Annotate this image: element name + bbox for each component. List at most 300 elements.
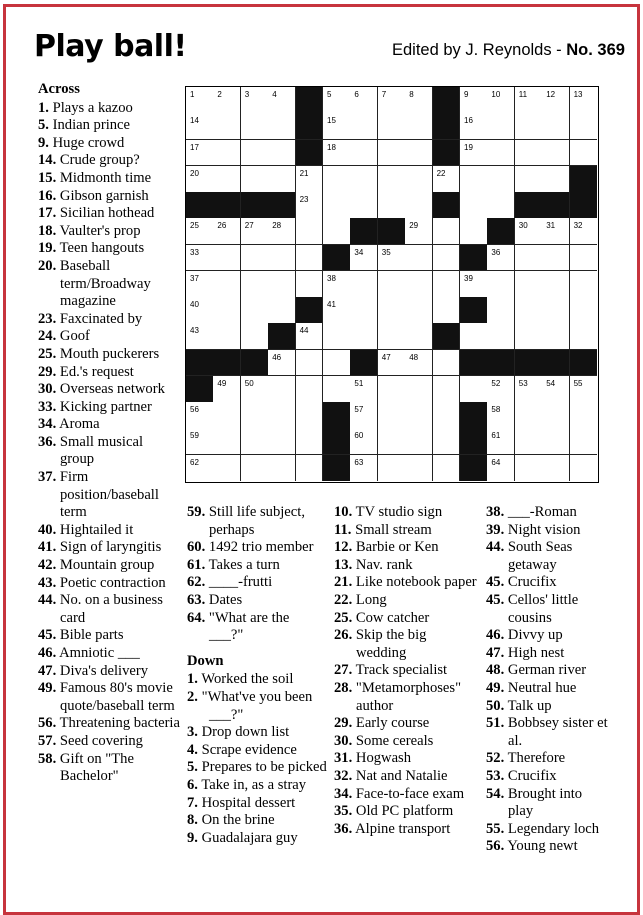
black-square [515,350,543,377]
clue-item [334,610,478,628]
clue-item [486,574,608,592]
grid-cell[interactable] [323,87,351,114]
grid-cell[interactable] [542,402,570,429]
grid-cell[interactable] [542,113,570,140]
grid-cell[interactable] [296,245,324,272]
clue-item [38,592,180,627]
grid-cell[interactable] [213,323,241,350]
grid-cell[interactable] [487,402,515,429]
clue-item [187,724,327,742]
grid-cell[interactable] [323,323,351,350]
grid-cell[interactable] [213,87,241,114]
grid-cell[interactable] [487,297,515,324]
clue-item [38,240,180,258]
grid-cell[interactable] [323,166,351,193]
clue-text: Faxcinated by [59,310,143,327]
clue-text: Divvy up [507,627,563,644]
grid-cell[interactable] [405,402,433,429]
grid-cell[interactable] [570,113,597,140]
grid-cell[interactable] [433,218,461,245]
clue-item [38,152,180,170]
clue-item [187,504,327,539]
grid-cell[interactable] [542,218,570,245]
black-square [542,192,570,219]
grid-cell[interactable] [378,297,406,324]
grid-cell[interactable] [405,140,433,167]
clue-text: Crucifix [507,767,557,784]
clue-item [38,188,180,206]
grid-cell[interactable] [213,218,241,245]
clue-item [187,795,327,813]
clue-text: Hogwash [355,750,412,767]
crossword-grid [185,86,599,483]
grid-cell[interactable] [241,87,269,114]
clue-label: 1. [38,99,49,116]
grid-cell[interactable] [268,428,296,455]
grid-cell[interactable] [405,218,433,245]
clue-text: Midmonth time [59,169,152,186]
grid-cell[interactable] [405,297,433,324]
clue-label: 15. [38,169,57,186]
grid-cell[interactable] [296,323,324,350]
black-square [213,192,241,219]
grid-cell[interactable] [296,402,324,429]
grid-cell[interactable] [460,218,488,245]
clue-text: "Metamorphoses" author [355,679,462,714]
grid-cell[interactable] [515,376,543,403]
grid-cell[interactable] [213,376,241,403]
grid-cell[interactable] [296,166,324,193]
clue-text: Sicilian hothead [59,205,155,222]
clue-label: 45. [38,627,57,644]
clue-number: 48 [409,352,419,362]
grid-cell[interactable] [213,402,241,429]
grid-cell[interactable] [460,271,488,298]
grid-cell[interactable] [241,323,269,350]
grid-cell[interactable] [487,192,515,219]
grid-cell[interactable] [378,87,406,114]
grid-cell[interactable] [570,245,597,272]
grid-cell[interactable] [350,455,378,481]
grid-cell[interactable] [542,323,570,350]
grid-cell[interactable] [350,166,378,193]
grid-cell[interactable] [323,297,351,324]
clue-item [38,715,180,733]
grid-cell[interactable] [296,271,324,298]
clue-text: Nat and Natalie [355,767,448,784]
grid-cell[interactable] [515,402,543,429]
grid-cell[interactable] [460,140,488,167]
grid-cell[interactable] [186,402,214,429]
clue-item [486,768,608,786]
clue-text: Worked the soil [201,671,294,688]
grid-cell[interactable] [378,455,406,481]
grid-cell[interactable] [542,87,570,114]
clue-number: 59 [190,431,199,441]
clue-item [187,671,327,689]
clue-label: 44. [486,539,505,556]
black-square [186,376,214,403]
clue-text: Sign of laryngitis [59,539,162,556]
clue-number: 50 [244,378,254,388]
grid-cell[interactable] [378,113,406,140]
grid-cell[interactable] [323,192,351,219]
grid-cell[interactable] [268,297,296,324]
grid-cell[interactable] [186,428,214,455]
grid-cell[interactable] [570,323,597,350]
grid-cell[interactable] [542,455,570,481]
grid-cell[interactable] [350,271,378,298]
clue-text: ____-frutti [208,574,273,591]
grid-cell[interactable] [350,113,378,140]
clue-number: 12 [546,90,556,99]
clue-label: 45. [486,574,505,591]
grid-cell[interactable] [186,140,214,167]
clue-label: 62. [187,574,206,591]
clue-number: 13 [573,90,583,99]
grid-cell[interactable] [186,87,214,114]
grid-cell[interactable] [515,218,543,245]
grid-cell[interactable] [268,166,296,193]
clue-text: Dates [208,591,243,608]
grid-cell[interactable] [405,376,433,403]
grid-cell[interactable] [268,140,296,167]
black-square [268,192,296,219]
grid-cell[interactable] [570,271,597,298]
grid-cell[interactable] [487,87,515,114]
grid-cell[interactable] [186,166,214,193]
clue-text: Gibson garnish [59,187,149,204]
grid-cell[interactable] [378,350,406,377]
clue-item [334,680,478,715]
grid-cell[interactable] [268,218,296,245]
grid-cell[interactable] [515,271,543,298]
grid-cell[interactable] [186,297,214,324]
clue-item [187,742,327,760]
clue-item [334,768,478,786]
grid-cell[interactable] [323,350,351,377]
grid-cell[interactable] [296,350,324,377]
grid-cell[interactable] [213,113,241,140]
grid-cell[interactable] [487,271,515,298]
clue-number: 7 [381,90,387,99]
grid-cell[interactable] [378,402,406,429]
grid-cell[interactable] [186,323,214,350]
grid-cell[interactable] [515,428,543,455]
clue-item [334,539,478,557]
down-heading: Down [187,652,224,669]
clue-label: 56. [486,838,505,855]
grid-cell[interactable] [350,245,378,272]
clue-item [334,504,478,522]
clue-text: Aroma [59,416,100,433]
clue-item [38,434,180,469]
grid-cell[interactable] [515,87,543,114]
clue-text: Neutral hue [507,679,577,696]
clue-item [486,698,608,716]
grid-cell[interactable] [378,245,406,272]
grid-cell[interactable] [268,245,296,272]
grid-cell[interactable] [323,376,351,403]
clue-label: 28. [334,679,353,696]
grid-cell[interactable] [323,271,351,298]
black-square [323,245,351,272]
grid-cell[interactable] [405,192,433,219]
clue-text: Goof [59,328,90,345]
clue-item [334,627,478,662]
grid-cell[interactable] [515,140,543,167]
clue-label: 57. [38,732,57,749]
clue-item [187,830,327,848]
clue-item [486,592,608,627]
grid-cell[interactable] [405,166,433,193]
grid-cell[interactable] [296,192,324,219]
grid-cell[interactable] [542,245,570,272]
grid-cell[interactable] [241,376,269,403]
grid-cell[interactable] [241,297,269,324]
clue-item [334,750,478,768]
clue-label: 53. [486,767,505,784]
black-square [570,166,597,193]
grid-cell[interactable] [241,245,269,272]
clue-label: 61. [187,556,206,573]
clue-text: Threatening bacteria [59,715,180,732]
grid-cell[interactable] [323,113,351,140]
clue-number: 55 [573,378,583,388]
grid-cell[interactable] [405,428,433,455]
grid-cell[interactable] [542,376,570,403]
grid-cell[interactable] [570,218,597,245]
grid-cell[interactable] [378,166,406,193]
grid-cell[interactable] [378,428,406,455]
grid-cell[interactable] [487,113,515,140]
grid-cell[interactable] [268,402,296,429]
grid-cell[interactable] [241,271,269,298]
clue-text: Indian prince [52,117,131,134]
grid-cell[interactable] [570,297,597,324]
grid-cell[interactable] [378,323,406,350]
black-square [186,192,214,219]
black-square [460,428,488,455]
clue-text: "What are the ___?" [208,609,290,644]
clue-text: Ed.'s request [59,363,134,380]
clue-label: 7. [187,794,198,811]
clue-label: 39. [486,521,505,538]
grid-cell[interactable] [405,271,433,298]
grid-cell[interactable] [213,297,241,324]
grid-cell[interactable] [186,245,214,272]
clue-number: 37 [190,273,199,283]
grid-cell[interactable] [213,140,241,167]
black-square [433,192,461,219]
grid-cell[interactable] [296,455,324,481]
clue-number: 22 [436,168,446,178]
grid-cell[interactable] [405,245,433,272]
grid-cell[interactable] [186,113,214,140]
puzzle-title: Play ball! [34,29,187,64]
clue-item [38,328,180,346]
grid-cell[interactable] [460,192,488,219]
grid-cell[interactable] [350,428,378,455]
grid-cell[interactable] [186,218,214,245]
grid-cell[interactable] [378,271,406,298]
grid-cell[interactable] [268,87,296,114]
clue-number: 28 [272,221,282,231]
grid-cell[interactable] [487,166,515,193]
grid-cell[interactable] [213,245,241,272]
grid-cell[interactable] [460,323,488,350]
grid-cell[interactable] [433,245,461,272]
grid-cell[interactable] [268,113,296,140]
grid-cell[interactable] [268,350,296,377]
grid-cell[interactable] [241,428,269,455]
grid-cell[interactable] [542,271,570,298]
black-square [213,350,241,377]
grid-cell[interactable] [378,192,406,219]
clue-item [187,777,327,795]
grid-cell[interactable] [433,271,461,298]
grid-cell[interactable] [405,323,433,350]
grid-cell[interactable] [350,323,378,350]
grid-cell[interactable] [350,87,378,114]
grid-cell[interactable] [460,113,488,140]
clue-number: 19 [464,142,473,152]
grid-cell[interactable] [570,87,597,114]
grid-cell[interactable] [542,428,570,455]
clue-text: Plays a kazoo [52,99,133,116]
clue-label: 1. [187,671,198,688]
grid-cell[interactable] [515,113,543,140]
grid-cell[interactable] [433,166,461,193]
black-square [570,350,597,377]
clue-label: 34. [334,785,353,802]
clue-text: Kicking partner [59,398,152,415]
grid-cell[interactable] [460,376,488,403]
clue-text: Skip the big wedding [355,627,427,661]
clue-item [38,663,180,681]
grid-cell[interactable] [487,245,515,272]
clue-label: 25. [38,345,57,362]
grid-cell[interactable] [378,376,406,403]
grid-cell[interactable] [323,140,351,167]
grid-cell[interactable] [323,218,351,245]
clue-number: 47 [381,352,391,362]
grid-cell[interactable] [350,192,378,219]
grid-cell[interactable] [186,271,214,298]
grid-cell[interactable] [570,455,597,481]
grid-cell[interactable] [350,402,378,429]
grid-cell[interactable] [542,166,570,193]
clue-text: Legendary loch [507,820,600,837]
grid-cell[interactable] [570,140,597,167]
clue-number: 6 [354,90,359,99]
grid-cell[interactable] [515,297,543,324]
grid-cell[interactable] [350,376,378,403]
grid-cell[interactable] [542,140,570,167]
black-square [433,323,461,350]
grid-cell[interactable] [241,455,269,481]
grid-cell[interactable] [542,297,570,324]
clue-label: 49. [486,679,505,696]
grid-cell[interactable] [241,402,269,429]
grid-cell[interactable] [487,323,515,350]
clue-number: 8 [409,90,414,99]
clue-number: 2 [217,90,222,99]
grid-cell[interactable] [433,402,461,429]
grid-cell[interactable] [268,376,296,403]
grid-cell[interactable] [433,350,461,377]
grid-cell[interactable] [241,166,269,193]
grid-cell[interactable] [405,455,433,481]
grid-cell[interactable] [515,455,543,481]
grid-cell[interactable] [350,297,378,324]
clue-text: South Seas getaway [507,539,573,573]
clue-text: Crucifix [507,574,557,591]
clue-label: 51. [486,715,505,732]
clue-label: 58. [38,750,57,767]
grid-cell[interactable] [405,350,433,377]
clue-text: High nest [507,644,565,661]
grid-cell[interactable] [487,376,515,403]
grid-cell[interactable] [241,140,269,167]
clue-text: Teen hangouts [59,240,145,257]
clue-item [38,751,180,786]
grid-cell[interactable] [515,323,543,350]
grid-cell[interactable] [186,455,214,481]
grid-cell[interactable] [213,428,241,455]
grid-cell[interactable] [487,428,515,455]
grid-cell[interactable] [296,218,324,245]
grid-cell[interactable] [460,87,488,114]
black-square [487,350,515,377]
grid-cell[interactable] [405,87,433,114]
black-square [433,140,461,167]
clue-label: 17. [38,205,57,222]
grid-cell[interactable] [433,428,461,455]
grid-cell[interactable] [433,376,461,403]
grid-cell[interactable] [460,166,488,193]
grid-cell[interactable] [213,455,241,481]
grid-cell[interactable] [296,428,324,455]
grid-cell[interactable] [570,402,597,429]
grid-cell[interactable] [268,271,296,298]
grid-cell[interactable] [241,218,269,245]
grid-cell[interactable] [405,113,433,140]
grid-cell[interactable] [213,166,241,193]
grid-cell[interactable] [213,271,241,298]
clue-number: 63 [354,457,364,467]
grid-cell[interactable] [433,455,461,481]
grid-cell[interactable] [241,113,269,140]
clue-number: 30 [518,221,528,231]
grid-cell[interactable] [350,140,378,167]
grid-cell[interactable] [296,376,324,403]
grid-cell[interactable] [515,245,543,272]
grid-cell[interactable] [268,455,296,481]
clue-item [486,645,608,663]
grid-cell[interactable] [487,455,515,481]
grid-cell[interactable] [433,297,461,324]
clue-item [334,803,478,821]
clue-text: Like notebook paper [355,574,477,591]
grid-cell[interactable] [570,428,597,455]
grid-cell[interactable] [487,140,515,167]
grid-cell[interactable] [515,166,543,193]
grid-cell[interactable] [378,140,406,167]
clue-text: 1492 trio member [208,539,314,556]
grid-cell[interactable] [570,376,597,403]
clue-label: 52. [486,750,505,767]
